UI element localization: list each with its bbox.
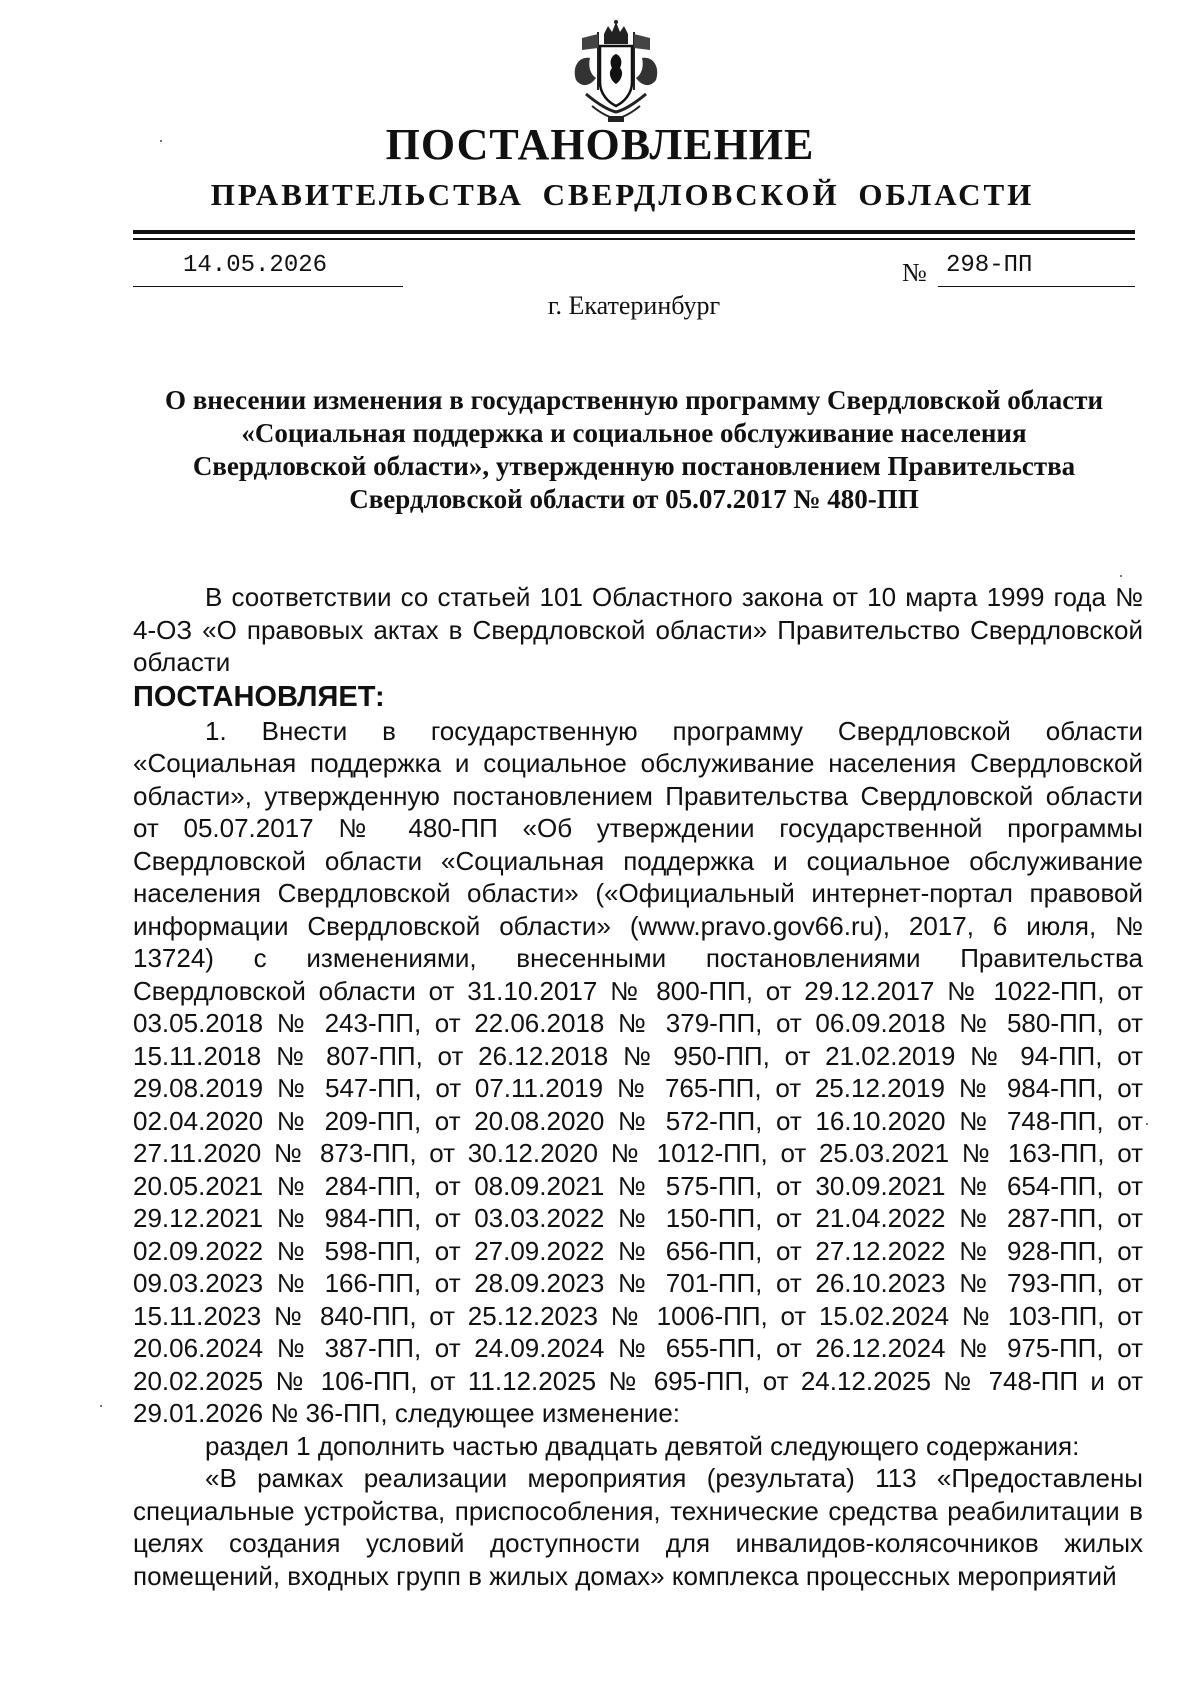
document-number: 298-ПП bbox=[946, 252, 1033, 279]
title-line: «Социальная поддержка и социальное обслуживание населения bbox=[241, 418, 1027, 448]
date-field bbox=[133, 250, 403, 287]
header-rule-thick bbox=[133, 230, 1135, 234]
scan-speck bbox=[1120, 575, 1122, 577]
document-body bbox=[133, 581, 1143, 1592]
scan-speck bbox=[1146, 1123, 1148, 1125]
number-field bbox=[902, 252, 1135, 288]
scan-speck bbox=[160, 140, 162, 142]
resolves-heading: ПОСТАНОВЛЯЕТ: bbox=[133, 680, 385, 713]
item-1-section-paragraph: раздел 1 дополнить частью двадцать девятой следующего содержания: bbox=[205, 1430, 1080, 1461]
quote-paragraph: «В рамках реализации мероприятия (результата) 113 «Предоставлены специальные устройства, приспособления, технические средства реабилитации в целях создания условий доступности для инвалидов-колясочников жилых помещений, входных групп в жилых домах» комплекса процессных мероприятий bbox=[133, 1463, 1143, 1591]
title-line: Свердловской области от 05.07.2017 № 480-ПП bbox=[349, 484, 919, 514]
document-date: 14.05.2026 bbox=[183, 252, 328, 279]
document-type-heading: ПОСТАНОВЛЕНИЕ bbox=[385, 120, 815, 169]
issuer-heading: ПРАВИТЕЛЬСТВА СВЕРДЛОВСКОЙ ОБЛАСТИ bbox=[210, 177, 1035, 212]
header-rule-thin bbox=[133, 238, 1135, 240]
coat-of-arms-icon bbox=[568, 20, 664, 124]
title-line: Свердловской области», утвержденную постановлением Правительства bbox=[192, 451, 1076, 481]
title-line: О внесении изменения в государственную программу Свердловской области bbox=[164, 385, 1104, 415]
number-line bbox=[938, 252, 1135, 287]
city-line: г. Екатеринбург bbox=[547, 291, 721, 320]
document-title bbox=[133, 384, 1135, 516]
preamble-paragraph: В соответствии со статьей 101 Областного закона от 10 марта 1999 года № 4-ОЗ «О правовых актах в Свердловской области» Правительство Свердловской области bbox=[133, 582, 1143, 677]
number-sign: № bbox=[902, 258, 927, 287]
scan-speck bbox=[100, 1405, 102, 1407]
item-1-paragraph: 1. Внести в государственную программу Свердловской области «Социальная поддержка и социальное обслуживание населения Свердловской области», утвержденную постановлением Правительства Свердловской области от 05.07.2017 № 480-ПП «Об утверждении государственной программы Свердловской области «Социальная поддержка и социальное обслуживание населения Свердловской области» («Официальный интернет-портал правовой информации Свердловской области» (www.pravo.gov66.ru), 2017, 6 июля, № 13724) с изменениями, внесенными постановлениями Правительства Свердловской области от 31.10.2017 № 800-ПП, от 29.12.2017 № 1022-ПП, от 03.05.2018 № 243-ПП, от 22.06.2018 № 379-ПП, от 06.09.2018 № 580-ПП, от 15.11.2018 № 807-ПП, от 26.12.2018 № 950-ПП, от 21.02.2019 № 94-ПП, от 29.08.2019 № 547-ПП, от 07.11.2019 № 765-ПП, от 25.12.2019 № 984-ПП, от 02.04.2020 № 209-ПП, от 20.08.2020 № 572-ПП, от 16.10.2020 № 748-ПП, от 27.11.2020 № 873-ПП, от 30.12.2020 № 1012-ПП, от 25.03.2021 № 163-ПП, от 20.05.2021 № 284-ПП, от 08.09.2021 № 575-ПП, от 30.09.2021 № 654-ПП, от 29.12.2021 № 984-ПП, от 03.03.2022 № 150-ПП, от 21.04.2022 № 287-ПП, от 02.09.2022 № 598-ПП, от 27.09.2022 № 656-ПП, от 27.12.2022 № 928-ПП, от 09.03.2023 № 166-ПП, от 28.09.2023 № 701-ПП, от 26.10.2023 № 793-ПП, от 15.11.2023 № 840-ПП, от 25.12.2023 № 1006-ПП, от 15.02.2024 № 103-ПП, от 20.06.2024 № 387-ПП, от 24.09.2024 № 655-ПП, от 26.12.2024 № 975-ПП, от 20.02.2025 № 106-ПП, от 11.12.2025 № 695-ПП, от 24.12.2025 № 748-ПП и от 29.01.2026 № 36-ПП, следующее изменение: bbox=[133, 715, 1143, 1428]
